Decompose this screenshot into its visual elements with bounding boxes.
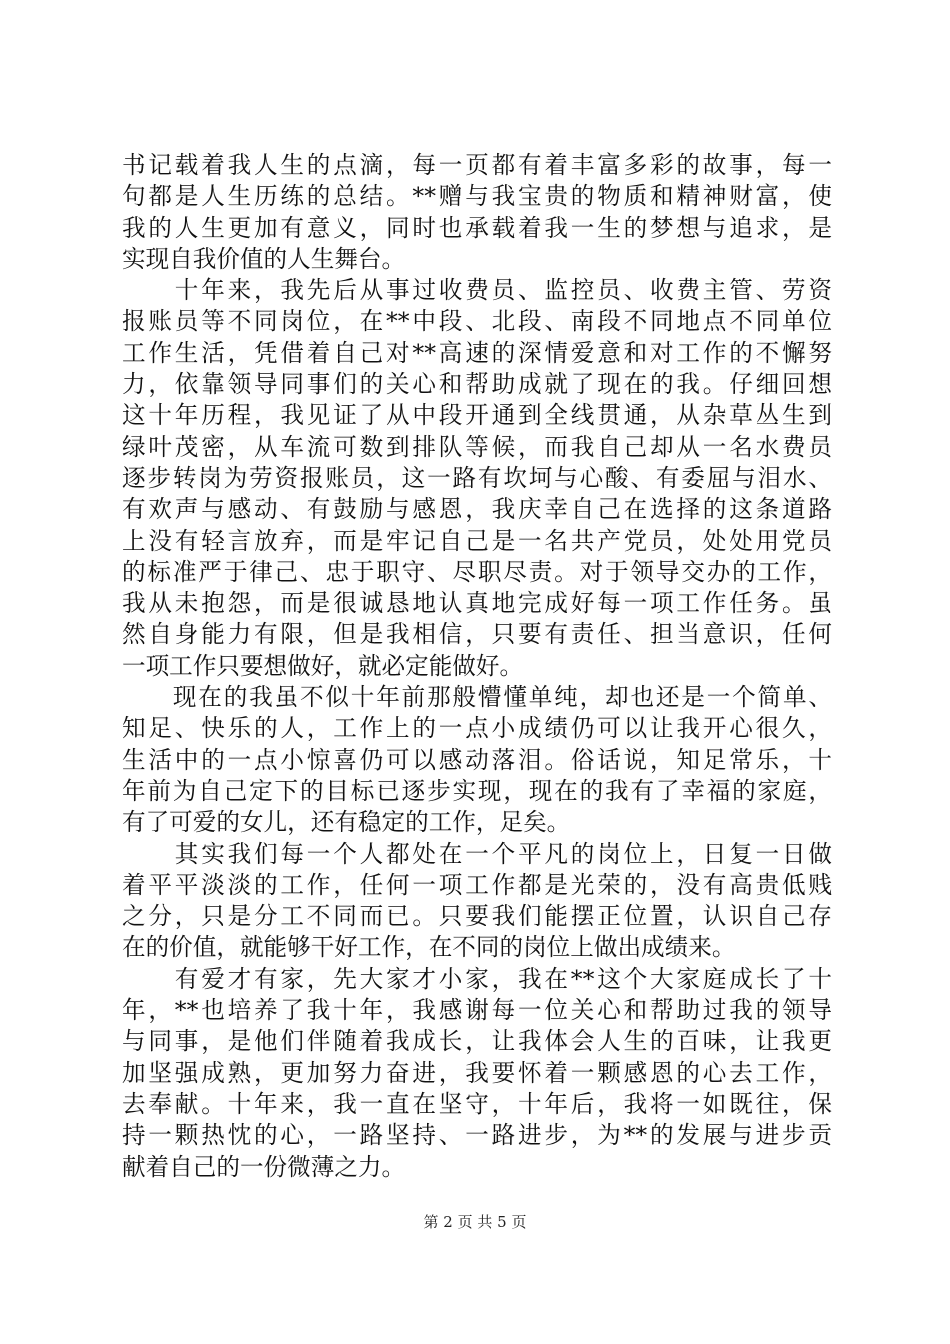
text-line: 现在的我虽不似十年前那般懵懂单纯，却也还是一个简单、 <box>122 683 832 712</box>
text-line: 力，依靠领导同事们的关心和帮助成就了现在的我。仔细回想 <box>122 370 832 399</box>
text-line: 有欢声与感动、有鼓励与感恩，我庆幸自己在选择的这条道路 <box>122 495 832 524</box>
text-line: 之分，只是分工不同而已。只要我们能摆正位置，认识自己存 <box>122 902 832 931</box>
text-line: 去奉献。十年来，我一直在坚守，十年后，我将一如既往，保 <box>122 1089 832 1118</box>
text-line: 献着自己的一份微薄之力。 <box>122 1152 406 1181</box>
text-line: 然自身能力有限，但是我相信，只要有责任、担当意识，任何 <box>122 620 832 649</box>
text-line: 着平平淡淡的工作，任何一项工作都是光荣的，没有高贵低贱 <box>122 870 832 899</box>
text-line: 书记载着我人生的点滴，每一页都有着丰富多彩的故事，每一 <box>122 151 832 179</box>
text-line: 加坚强成熟，更加努力奋进，我要怀着一颗感恩的心去工作， <box>122 1058 832 1087</box>
text-line: 这十年历程，我见证了从中段开通到全线贯通，从杂草丛生到 <box>122 401 832 430</box>
text-line: 生活中的一点小惊喜仍可以感动落泪。俗话说，知足常乐，十 <box>122 745 832 774</box>
text-line: 一项工作只要想做好，就必定能做好。 <box>122 651 524 680</box>
text-line: 工作生活，凭借着自己对**高速的深情爱意和对工作的不懈努 <box>122 338 832 367</box>
text-line: 年，**也培养了我十年，我感谢每一位关心和帮助过我的领导 <box>122 996 832 1025</box>
text-line: 十年来，我先后从事过收费员、监控员、收费主管、劳资 <box>122 276 832 305</box>
text-line: 句都是人生历练的总结。**赠与我宝贵的物质和精神财富，使 <box>122 182 832 211</box>
text-line: 有爱才有家，先大家才小家，我在**这个大家庭成长了十 <box>122 964 832 993</box>
text-line: 持一颗热忱的心，一路坚持、一路进步，为**的发展与进步贡 <box>122 1121 832 1150</box>
text-line: 上没有轻言放弃，而是牢记自己是一名共产党员，处处用党员 <box>122 526 832 555</box>
text-line: 有了可爱的女儿，还有稳定的工作，足矣。 <box>122 808 571 837</box>
text-line: 绿叶茂密，从车流可数到排队等候，而我自己却从一名水费员 <box>122 432 832 461</box>
text-line: 年前为自己定下的目标已逐步实现，现在的我有了幸福的家庭， <box>122 776 832 805</box>
text-line: 逐步转岗为劳资报账员，这一路有坎坷与心酸、有委屈与泪水、 <box>122 463 832 492</box>
text-line: 知足、快乐的人，工作上的一点小成绩仍可以让我开心很久， <box>122 714 832 743</box>
document-body <box>122 150 832 1183</box>
text-line: 在的价值，就能够干好工作，在不同的岗位上做出成绩来。 <box>122 933 736 962</box>
text-line: 与同事，是他们伴随着我成长，让我体会人生的百味，让我更 <box>122 1027 832 1056</box>
page-number-footer: 第 2 页 共 5 页 <box>423 1213 527 1231</box>
text-line: 其实我们每一个人都处在一个平凡的岗位上，日复一日做 <box>122 839 832 868</box>
text-line: 我从未抱怨，而是很诚恳地认真地完成好每一项工作任务。虽 <box>122 589 832 618</box>
text-line: 的标准严于律己、忠于职守、尽职尽责。对于领导交办的工作， <box>122 557 832 586</box>
text-line: 报账员等不同岗位，在**中段、北段、南段不同地点不同单位 <box>122 307 832 336</box>
text-line: 我的人生更加有意义，同时也承载着我一生的梦想与追求，是 <box>122 213 832 242</box>
text-line: 实现自我价值的人生舞台。 <box>122 244 406 273</box>
